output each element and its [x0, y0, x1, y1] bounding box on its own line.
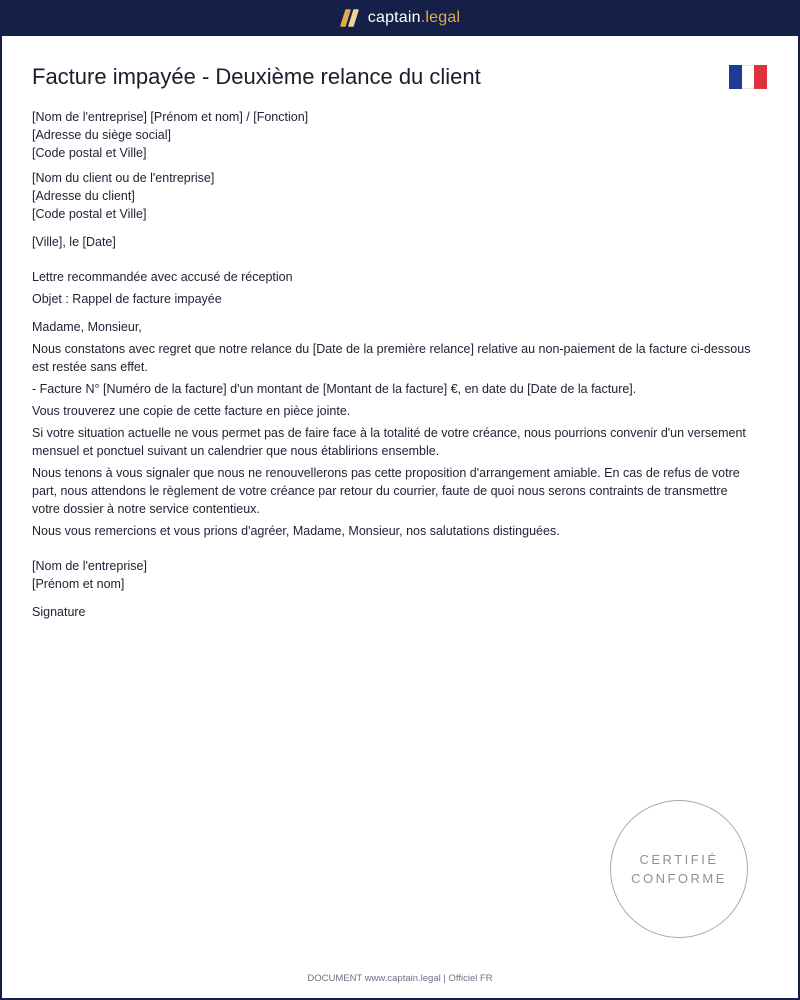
recipient-block — [32, 169, 752, 223]
sender-line: [Code postal et Ville] — [32, 146, 147, 160]
stamp-line: CERTIFIÉ — [639, 852, 719, 867]
closing-line: [Prénom et nom] — [32, 577, 125, 591]
stamp-line: CONFORME — [631, 871, 727, 886]
recipient-line: [Adresse du client] — [32, 189, 135, 203]
certified-stamp — [610, 800, 748, 938]
paragraph: Vous trouverez une copie de cette facture en pièce jointe. — [32, 404, 351, 418]
signature-label: Signature — [32, 605, 86, 619]
place-date: [Ville], le [Date] — [32, 235, 116, 249]
closing-block — [32, 557, 752, 593]
document-title: Facture impayée - Deuxième relance du client — [32, 64, 481, 89]
salutation: Madame, Monsieur, — [32, 320, 142, 334]
top-bar — [0, 0, 800, 36]
paragraph: Nous tenons à vous signaler que nous ne renouvellerons pas cette proposition d'arrangement amiable. En cas de refus de votre part, nous attendons le règlement de votre créance par retour du courrier, faute de quoi nous serons contraints de transmettre votre dossier à notre service contentieux. — [32, 466, 740, 516]
recipient-line: [Nom du client ou de l'entreprise] — [32, 171, 215, 185]
recipient-line: [Code postal et Ville] — [32, 207, 147, 221]
letter-body — [32, 108, 752, 621]
paragraph: Nous constatons avec regret que notre relance du [Date de la première relance] relative au non-paiement de la facture ci-dessous est restée sans effet. — [32, 342, 751, 374]
brand-name: captain.legal — [367, 9, 461, 26]
captain-legal-logo-icon — [340, 9, 360, 27]
sender-line: [Nom de l'entreprise] [Prénom et nom] / [Fonction] — [32, 110, 309, 124]
sender-line: [Adresse du siège social] — [32, 128, 171, 142]
subject-line: Objet : Rappel de facture impayée — [32, 292, 222, 306]
closing-line: [Nom de l'entreprise] — [32, 559, 147, 573]
paragraph: Si votre situation actuelle ne vous permet pas de faire face à la totalité de votre créance, nous pourrions convenir d'un versement mensuel et ponctuel suivant un calendrier que nous établirions ensemble. — [32, 426, 746, 458]
delivery-mode: Lettre recommandée avec accusé de réception — [32, 270, 293, 284]
paragraph: Nous vous remercions et vous prions d'agréer, Madame, Monsieur, nos salutations distinguées. — [32, 524, 560, 538]
france-flag-icon — [729, 65, 767, 89]
sender-block — [32, 108, 752, 162]
footer-text: DOCUMENT www.captain.legal | Officiel FR — [307, 973, 493, 984]
brand[interactable] — [340, 9, 460, 27]
paragraph: - Facture N° [Numéro de la facture] d'un montant de [Montant de la facture] €, en date du [Date de la facture]. — [32, 382, 637, 396]
